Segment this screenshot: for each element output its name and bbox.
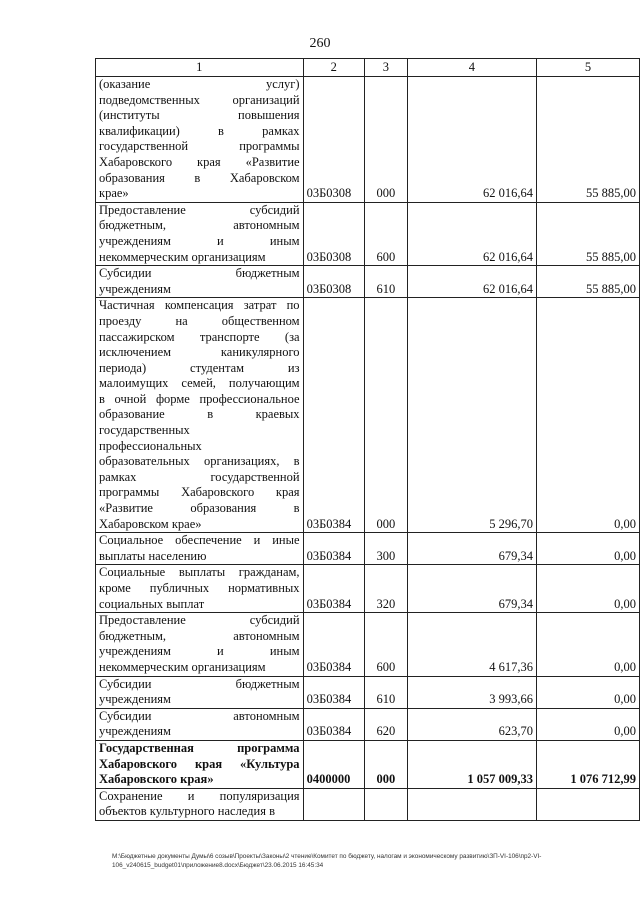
row-name-line: программы Хабаровского края [99,485,300,500]
row-name-cell [96,708,304,740]
table-row [96,266,640,298]
row-code-cell: 03Б0308 [303,77,364,203]
table-body [96,77,640,821]
table-row [96,740,640,788]
row-name-line: Хабаровского края «Развитие [99,154,300,169]
footer-path-line-1: M:\Бюджетные документы Думы\6 созыв\Проекты\Законы\2 чтение\Комитет по бюджету, налогам и экономическому развитию\ЗП-VI-106\пр2-VI- [112,853,542,860]
budget-table [95,58,640,821]
row-name-line: подведомственных организаций [99,92,300,107]
row-name-line: бюджетным, автономным [99,628,300,643]
row-name-line: государственных [99,423,190,438]
row-type-cell: 600 [364,613,407,676]
row-name-line: квалификации) в рамках [99,123,300,138]
row-name-line: периода) студентам из [99,360,300,375]
row-type-cell: 620 [364,708,407,740]
row-code-cell: 0400000 [303,740,364,788]
row-name-cell [96,788,304,820]
row-name-line: (оказание услуг) [99,77,300,91]
table-row [96,202,640,265]
header-col-4: 4 [407,59,536,77]
row-name-line: образование в краевых [99,407,300,422]
row-name-line: Предоставление субсидий [99,202,300,217]
row-name-line: учреждениям [99,724,171,739]
header-col-5: 5 [537,59,640,77]
row-name-line: государственной программы [99,139,300,154]
document-footer [112,853,622,870]
row-name-line: Частичная компенсация затрат по [99,298,300,313]
row-value-2015-cell: 62 016,64 [407,77,536,203]
row-name-line: пассажирском транспорте (за [99,329,300,344]
row-value-2016-cell: 55 885,00 [537,77,640,203]
row-value-2016-cell: 0,00 [537,708,640,740]
row-name-line: учреждениям [99,281,171,296]
row-name-line: Социальные выплаты гражданам, [99,565,300,580]
row-name-cell [96,613,304,676]
row-type-cell: 000 [364,77,407,203]
row-code-cell: 03Б0384 [303,676,364,708]
row-code-cell: 03Б0384 [303,533,364,565]
row-value-2016-cell: 0,00 [537,676,640,708]
row-value-2015-cell: 3 993,66 [407,676,536,708]
row-name-line: крае» [99,186,129,201]
row-name-line: учреждениям и иным [99,644,300,659]
row-name-line: образовательных организациях, в [99,454,300,469]
row-name-cell [96,298,304,533]
row-value-2015-cell: 5 296,70 [407,298,536,533]
table-row [96,77,640,203]
row-value-2016-cell [537,788,640,820]
row-type-cell: 320 [364,565,407,613]
row-code-cell: 03Б0384 [303,708,364,740]
row-name-line: социальных выплат [99,596,205,611]
row-name-line: (институты повышения [99,108,300,123]
row-type-cell: 000 [364,298,407,533]
row-name-cell [96,565,304,613]
row-name-cell [96,202,304,265]
row-name-line: Хабаровского края «Культура [99,756,300,771]
row-value-2015-cell: 679,34 [407,533,536,565]
row-code-cell [303,788,364,820]
row-value-2016-cell: 0,00 [537,613,640,676]
header-col-3: 3 [364,59,407,77]
table-row [96,298,640,533]
table-row [96,533,640,565]
row-type-cell [364,788,407,820]
row-name-line: Предоставление субсидий [99,613,300,628]
row-value-2016-cell: 55 885,00 [537,266,640,298]
row-code-cell: 03Б0308 [303,266,364,298]
row-type-cell: 610 [364,676,407,708]
row-name-line: Хабаровского края» [99,772,214,787]
row-name-line: «Развитие образования в [99,501,300,516]
row-value-2015-cell: 1 057 009,33 [407,740,536,788]
row-name-line: учреждениям и иным [99,233,300,248]
row-name-line: некоммерческим организациям [99,659,266,674]
row-name-line: проезду на общественном [99,313,300,328]
row-value-2016-cell: 55 885,00 [537,202,640,265]
row-value-2016-cell: 0,00 [537,533,640,565]
row-value-2016-cell: 0,00 [537,565,640,613]
footer-path-line-2: 106_v240615_budget01\приложение8.docx\Бюджет\23.06.2015 16:45:34 [112,861,324,869]
page-number: 260 [309,36,331,51]
row-name-cell [96,676,304,708]
row-name-line: рамках государственной [99,469,300,484]
row-type-cell: 610 [364,266,407,298]
row-value-2016-cell: 0,00 [537,298,640,533]
row-name-line: кроме публичных нормативных [99,581,300,595]
header-col-2: 2 [303,59,364,77]
row-name-cell [96,533,304,565]
row-name-line: Субсидии автономным [99,708,300,723]
row-name-line: бюджетным, автономным [99,218,300,233]
row-name-line: учреждениям [99,692,171,707]
row-type-cell: 000 [364,740,407,788]
row-name-line: профессиональных [99,438,202,453]
row-value-2016-cell: 1 076 712,99 [537,740,640,788]
row-code-cell: 03Б0384 [303,298,364,533]
row-value-2015-cell: 62 016,64 [407,266,536,298]
row-code-cell: 03Б0308 [303,202,364,265]
table-row [96,676,640,708]
table-row [96,613,640,676]
row-name-line: малоимущих семей, получающим [99,376,300,391]
row-name-line: Государственная программа [99,740,300,755]
row-name-line: выплаты населению [99,548,207,563]
row-name-line: образования в Хабаровском [99,170,300,185]
row-value-2015-cell: 623,70 [407,708,536,740]
row-name-cell [96,740,304,788]
row-code-cell: 03Б0384 [303,613,364,676]
row-type-cell: 300 [364,533,407,565]
table-row [96,708,640,740]
row-name-line: Сохранение и популяризация [99,788,300,803]
table-row [96,565,640,613]
row-name-line: Субсидии бюджетным [99,676,300,691]
row-name-line: Хабаровском крае» [99,516,202,531]
header-col-1: 1 [96,59,304,77]
row-name-line: исключением каникулярного [99,345,300,360]
row-name-line: некоммерческим организациям [99,249,266,264]
row-value-2015-cell: 679,34 [407,565,536,613]
row-name-line: Субсидии бюджетным [99,266,300,281]
row-type-cell: 600 [364,202,407,265]
row-code-cell: 03Б0384 [303,565,364,613]
row-name-line: в очной форме профессиональное [99,391,300,406]
row-value-2015-cell: 62 016,64 [407,202,536,265]
table-row [96,788,640,820]
row-value-2015-cell [407,788,536,820]
row-name-line: объектов культурного наследия в [99,804,276,819]
row-name-cell [96,77,304,203]
row-value-2015-cell: 4 617,36 [407,613,536,676]
table-header-row [96,59,640,77]
row-name-line: Социальное обеспечение и иные [99,533,300,548]
row-name-cell [96,266,304,298]
